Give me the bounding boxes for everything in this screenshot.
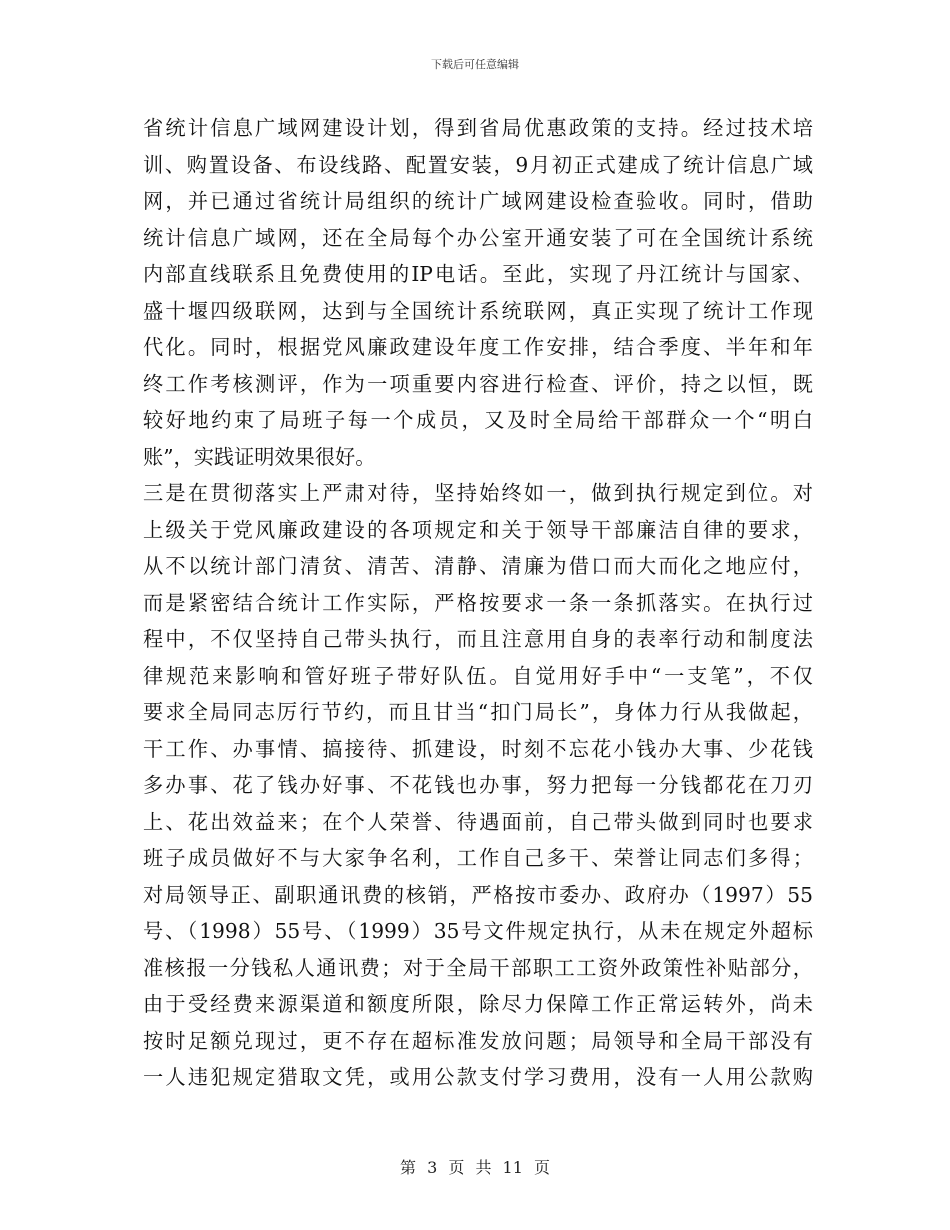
text-line: 三是在贯彻落实上严肃对待，坚持始终如一，做到执行规定到位。对 [143,481,813,505]
text-line: 干工作、办事情、搞接待、抓建设，时刻不忘花小钱办大事、少花钱 [143,736,813,761]
text-line: 对局领导正、副职通讯费的核销，严格按市委办、政府办（1997）55 [143,882,813,907]
text-line: 盛十堰四级联网，达到与全国统计系统联网，真正实现了统计工作现 [143,298,813,323]
text-line: 网，并已通过省统计局组织的统计广域网建设检查验收。同时，借助 [143,189,813,213]
text-line: 要求全局同志厉行节约，而且甘当“扣门局长”，身体力行从我做起， [143,700,813,724]
page-footer: 第 3 页 共 11 页 [400,1158,550,1177]
text-line: 准核报一分钱私人通讯费；对于全局干部职工工资外政策性补贴部分， [143,955,813,980]
text-line: 训、购置设备、布设线路、配置安装，9月初正式建成了统计信息广域 [143,152,813,177]
text-line: 号、（1998）55号、（1999）35号文件规定执行，从未在规定外超标 [143,919,813,943]
document-body [143,110,813,1096]
text-line: 程中，不仅坚持自己带头执行，而且注意用自身的表率行动和制度法 [143,627,813,651]
text-line: 上、花出效益来；在个人荣誉、待遇面前，自己带头做到同时也要求 [143,809,813,834]
text-line: 多办事、花了钱办好事、不花钱也办事，努力把每一分钱都花在刀刃 [143,773,813,797]
text-line: 而是紧密结合统计工作实际，严格按要求一条一条抓落实。在执行过 [143,590,813,615]
text-line: 上级关于党风廉政建设的各项规定和关于领导干部廉洁自律的要求， [143,517,813,542]
text-line: 终工作考核测评，作为一项重要内容进行检查、评价，持之以恒，既 [143,371,813,396]
text-line: 省统计信息广域网建设计划，得到省局优惠政策的支持。经过技术培 [143,116,813,140]
page-header: 下载后可任意编辑 [431,58,519,71]
text-line: 账”，实践证明效果很好。 [143,444,376,469]
text-line: 代化。同时，根据党风廉政建设年度工作安排，结合季度、半年和年 [143,335,813,359]
text-line: 由于受经费来源渠道和额度所限，除尽力保障工作正常运转外，尚未 [143,992,813,1016]
text-line: 班子成员做好不与大家争名利，工作自己多干、荣誉让同志们多得； [143,846,813,870]
text-line: 较好地约束了局班子每一个成员，又及时全局给干部群众一个“明白 [143,408,813,432]
text-line: 按时足额兑现过，更不存在超标准发放问题；局领导和全局干部没有 [143,1028,813,1053]
text-line: 统计信息广域网，还在全局每个办公室开通安装了可在全国统计系统 [143,225,813,250]
text-line: 律规范来影响和管好班子带好队伍。自觉用好手中“一支笔”，不仅 [143,663,813,688]
text-line: 内部直线联系且免费使用的IP电话。至此，实现了丹江统计与国家、 [143,262,813,286]
text-line: 从不以统计部门清贫、清苦、清静、清廉为借口而大而化之地应付， [143,554,813,578]
text-line: 一人违犯规定猎取文凭，或用公款支付学习费用，没有一人用公款购 [143,1065,813,1089]
